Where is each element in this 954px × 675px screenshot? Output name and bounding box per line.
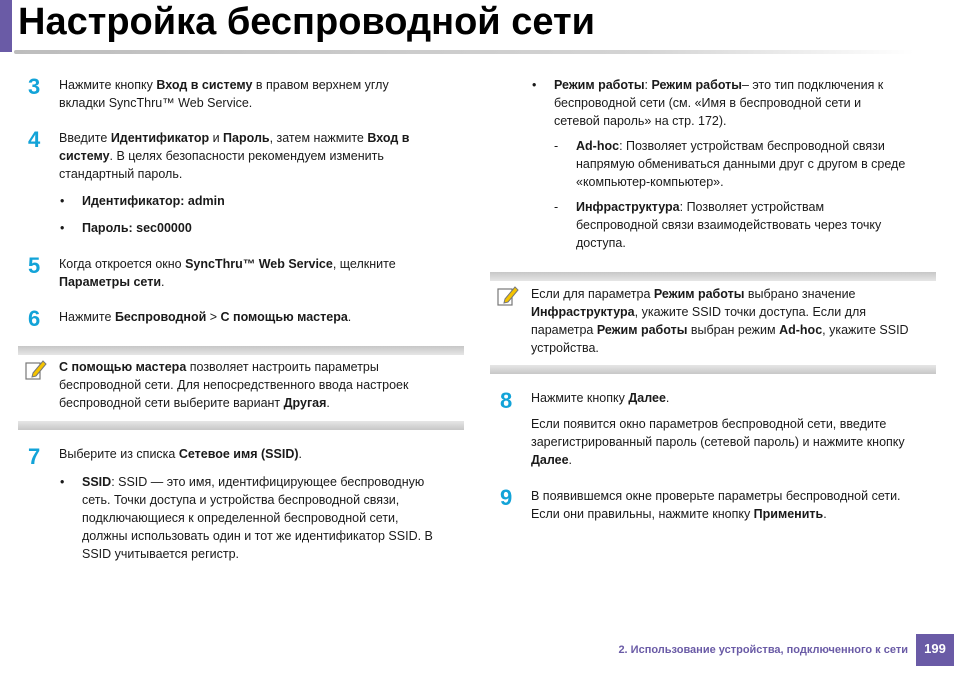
note-box: Если для параметра Режим работы выбрано значение Инфраструктура, укажите SSID точки доступа. Если для параметра Режим работы выбран режим Ad-hoc, укажите SSID устройства.	[490, 272, 936, 374]
list-item: • Режим работы: Режим работы– это тип подключения к беспроводной сети (см. «Имя в беспроводной сети и сетевой пароль» на стр. 172).	[532, 78, 884, 128]
step-number: 4	[28, 127, 41, 152]
note-pencil-icon	[496, 284, 520, 308]
page-number: 199	[916, 634, 954, 666]
sub-list-item-adhoc: - Ad-hoc: Позволяет устройствам беспроводной связи напрямую обмениваться данными друг с другом в среде «компьютер-компьютер».	[554, 139, 906, 189]
step-3-text: Нажмите кнопку Вход в систему в правом верхнем углу вкладки SyncThru™ Web Service.	[59, 78, 389, 110]
sub-list-item-infrastructure: - Инфраструктура: Позволяет устройствам беспроводной связи взаимодействовать через точку доступа.	[554, 200, 882, 250]
footer-chapter: 2. Использование устройства, подключенного к сети	[618, 644, 908, 656]
note-pencil-icon	[24, 358, 48, 382]
page-title: Настройка беспроводной сети	[18, 1, 595, 43]
step-number: 6	[28, 306, 41, 331]
note-box: С помощью мастера позволяет настроить параметры беспроводной сети. Для непосредственного ввода настроек беспроводной сети выберите вариант Другая.	[18, 346, 464, 430]
step-4-text: Введите Идентификатор и Пароль, затем нажмите Вход в систему. В целях безопасности рекомендуем изменить стандартный пароль.	[59, 131, 410, 181]
step-number: 5	[28, 253, 41, 278]
step-8-text: Нажмите кнопку Далее. Если появится окно параметров беспроводной сети, введите зарегистрированный пароль (сетевой пароль) и нажмите кнопку Далее.	[531, 391, 905, 467]
title-divider	[14, 50, 914, 54]
step-number: 7	[28, 444, 41, 469]
step-number: 9	[500, 485, 513, 510]
list-item: • Пароль: sec00000	[60, 221, 192, 235]
list-item: • SSID: SSID — это имя, идентифицирующее беспроводную сеть. Точки доступа и устройства беспроводной связи, подключающиеся к определенной беспроводной сети, должны использовать один и тот же идентификатор SSID. В SSID учитывается регистр.	[60, 475, 433, 561]
step-7-text: Выберите из списка Сетевое имя (SSID).	[59, 447, 302, 461]
step-number: 3	[28, 74, 41, 99]
title-accent-bar	[0, 0, 12, 52]
step-6-text: Нажмите Беспроводной > С помощью мастера.	[59, 310, 352, 324]
step-5-text: Когда откроется окно SyncThru™ Web Service, щелкните Параметры сети.	[59, 257, 396, 289]
list-item: • Идентификатор: admin	[60, 194, 225, 208]
step-number: 8	[500, 388, 513, 413]
step-9-text: В появившемся окне проверьте параметры беспроводной сети. Если они правильны, нажмите кнопку Применить.	[531, 489, 901, 521]
